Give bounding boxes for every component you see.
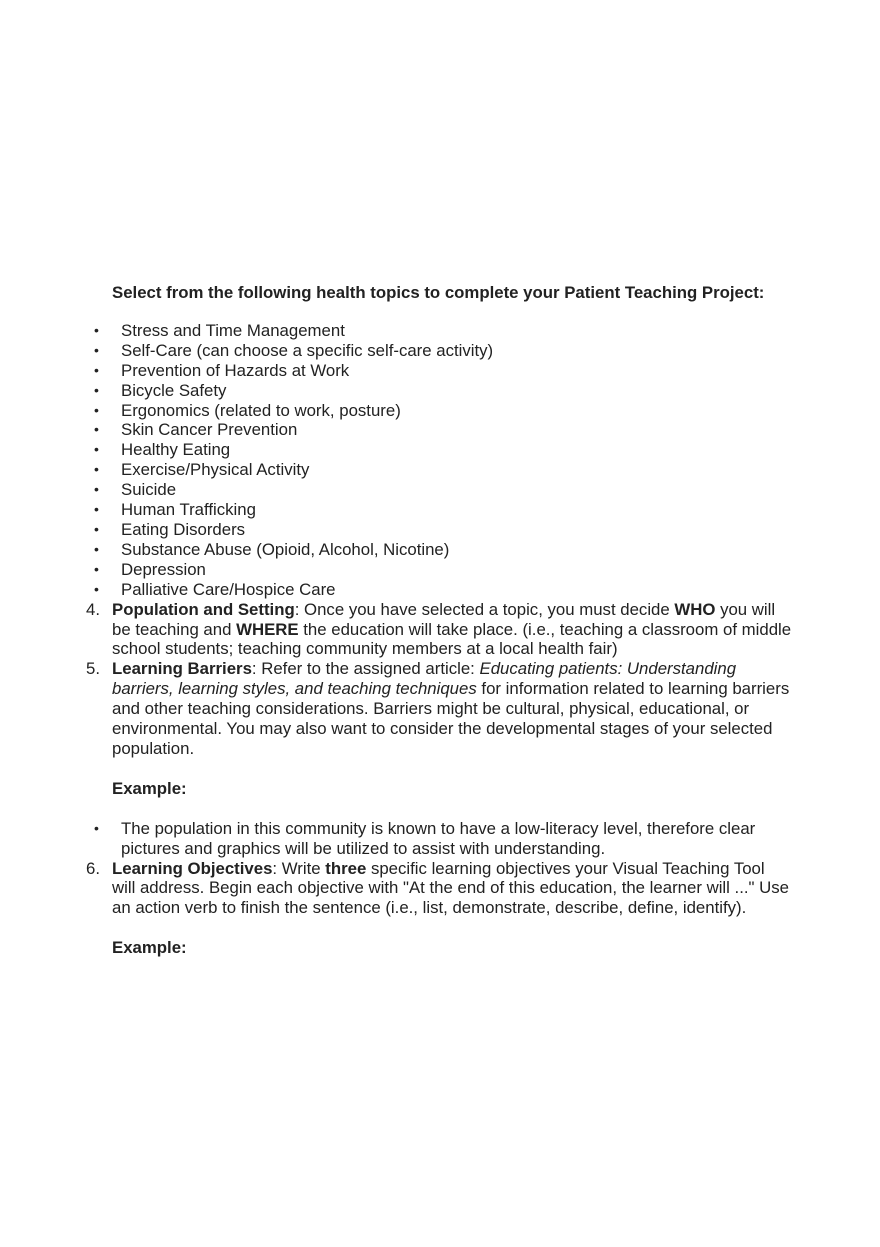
emphasis-three: three	[325, 858, 367, 878]
step-title: Learning Barriers	[112, 659, 252, 679]
list-item: • Depression	[112, 560, 792, 580]
step-number: 5.	[86, 659, 100, 679]
list-item: • Exercise/Physical Activity	[112, 460, 792, 480]
step-text: Learning Objectives: Write three specific learning objectives your Visual Teaching Tool will address. Begin each objective with "At the end of this education, the learner will ..." Use an action verb to finish the sentence (i.e., list, demonstrate, describe, define, identify).	[112, 858, 789, 918]
article-title: Educating patients: Understanding barriers, learning styles, and teaching techniques	[112, 659, 737, 699]
list-item: • The population in this community is known to have a low-literacy level, therefore clear pictures and graphics will be utilized to assist with understanding.	[112, 819, 792, 859]
list-item: • Human Trafficking	[112, 500, 792, 520]
list-item: • Palliative Care/Hospice Care	[112, 580, 792, 600]
document-content	[86, 283, 792, 958]
step-population-setting	[86, 599, 792, 660]
step-title: Population and Setting	[112, 599, 295, 619]
list-item: • Eating Disorders	[112, 520, 792, 540]
step-text: Learning Barriers: Refer to the assigned article: Educating patients: Understanding barriers, learning styles, and teaching techniques for information related to learning barriers and other teaching considerations. Barriers might be cultural, physical, educational, or environmental. You may also want to consider the developmental stages of your selected population.	[112, 659, 790, 758]
section-heading: Select from the following health topics to complete your Patient Teaching Project:	[112, 283, 765, 302]
health-topics-list	[112, 321, 792, 600]
example-list	[112, 819, 792, 859]
step-learning-objectives	[86, 858, 792, 959]
emphasis-who: WHO	[674, 599, 716, 619]
list-item: • Bicycle Safety	[112, 381, 792, 401]
instruction-steps	[86, 599, 792, 959]
list-item: • Substance Abuse (Opioid, Alcohol, Nicotine)	[112, 540, 792, 560]
list-item: • Self-Care (can choose a specific self-care activity)	[112, 341, 792, 361]
list-item: • Healthy Eating	[112, 440, 792, 460]
list-item: • Suicide	[112, 480, 792, 500]
list-item: • Ergonomics (related to work, posture)	[112, 401, 792, 421]
step-number: 6.	[86, 858, 100, 878]
emphasis-where: WHERE	[236, 619, 299, 639]
example-label: Example:	[112, 938, 187, 958]
step-learning-barriers	[86, 659, 792, 858]
step-number: 4.	[86, 599, 100, 619]
step-title: Learning Objectives	[112, 858, 273, 878]
step-text: Population and Setting: Once you have selected a topic, you must decide WHO you will be teaching and WHERE the education will take place. (i.e., teaching a classroom of middle school students; teaching community members at a local health fair)	[112, 599, 792, 659]
list-item: • Stress and Time Management	[112, 321, 792, 341]
list-item: • Skin Cancer Prevention	[112, 420, 792, 440]
list-item: • Prevention of Hazards at Work	[112, 361, 792, 381]
example-label: Example:	[112, 778, 187, 798]
